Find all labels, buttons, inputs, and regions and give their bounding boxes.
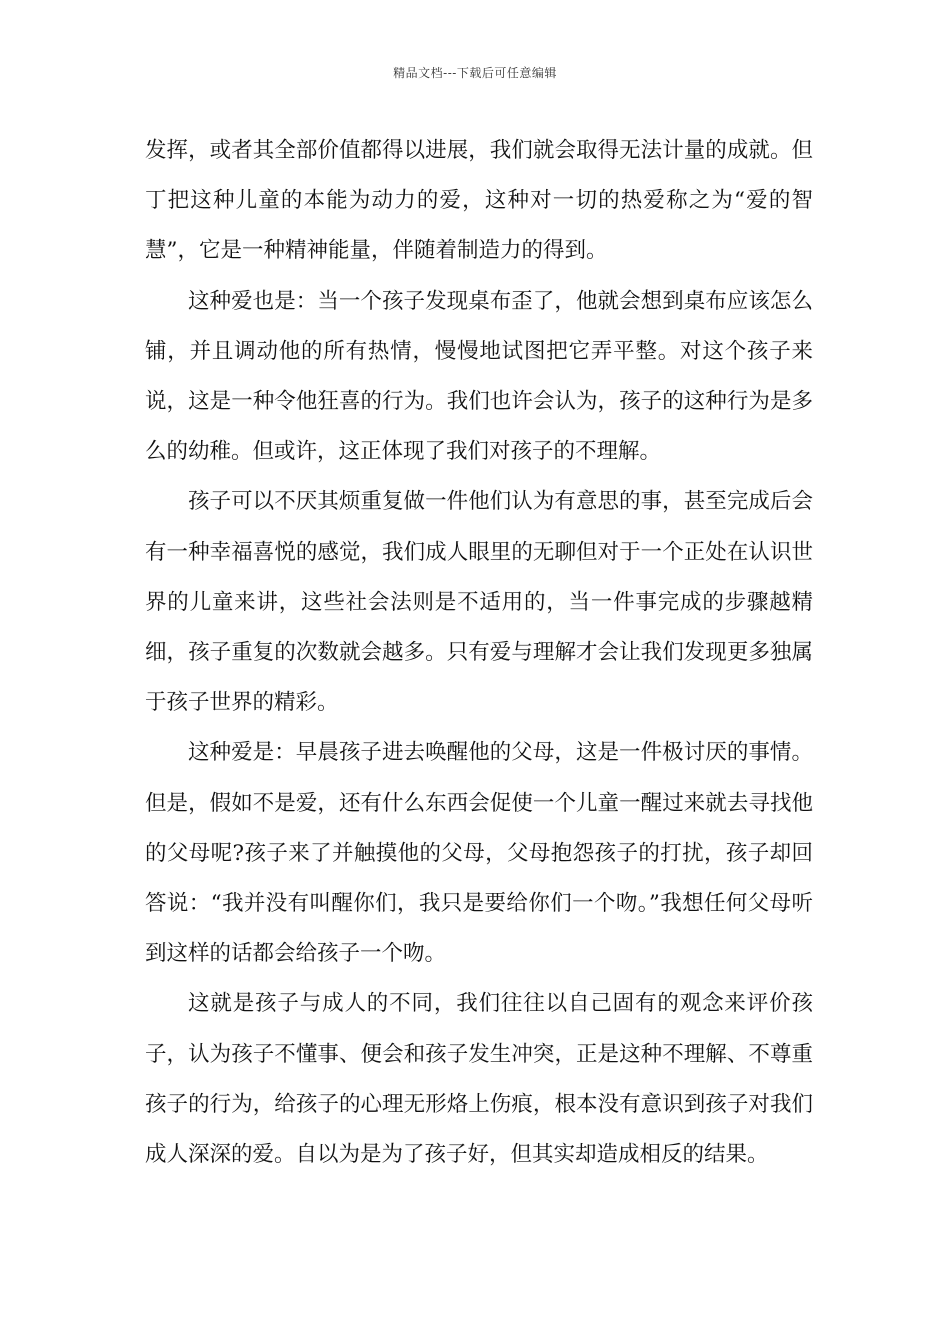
document-body (145, 126, 813, 1180)
page-header: 精品文档---下载后可任意编辑 (393, 66, 557, 80)
paragraph-1: 发挥，或者其全部价值都得以进展，我们就会取得无法计量的成就。但丁把这种儿童的本能为动力的爱，这种对一切的热爱称之为“爱的智慧”，它是一种精神能量，伴随着制造力的得到。 (145, 138, 813, 264)
paragraph-4: 这种爱是：早晨孩子进去唤醒他的父母，这是一件极讨厌的事情。但是，假如不是爱，还有什么东西会促使一个儿童一醒过来就去寻找他的父母呢?孩子来了并触摸他的父母，父母抱怨孩子的打扰，孩子却回答说：“我并没有叫醒你们，我只是要给你们一个吻。”我想任何父母听到这样的话都会给孩子一个吻。 (145, 740, 813, 967)
paragraph-3: 孩子可以不厌其烦重复做一件他们认为有意思的事，甚至完成后会有一种幸福喜悦的感觉，我们成人眼里的无聊但对于一个正处在认识世界的儿童来讲，这些社会法则是不适用的，当一件事完成的步骤越精细，孩子重复的次数就会越多。只有爱与理解才会让我们发现更多独属于孩子世界的精彩。 (145, 489, 813, 716)
paragraph-5: 这就是孩子与成人的不同，我们往往以自己固有的观念来评价孩子，认为孩子不懂事、便会和孩子发生冲突，正是这种不理解、不尊重孩子的行为，给孩子的心理无形烙上伤痕，根本没有意识到孩子对我们成人深深的爱。自以为是为了孩子好，但其实却造成相反的结果。 (145, 991, 813, 1168)
paragraph-2: 这种爱也是：当一个孩子发现桌布歪了，他就会想到桌布应该怎么铺，并且调动他的所有热情，慢慢地试图把它弄平整。对这个孩子来说，这是一种令他狂喜的行为。我们也许会认为，孩子的这种行为是多么的幼稚。但或许，这正体现了我们对孩子的不理解。 (145, 288, 813, 465)
